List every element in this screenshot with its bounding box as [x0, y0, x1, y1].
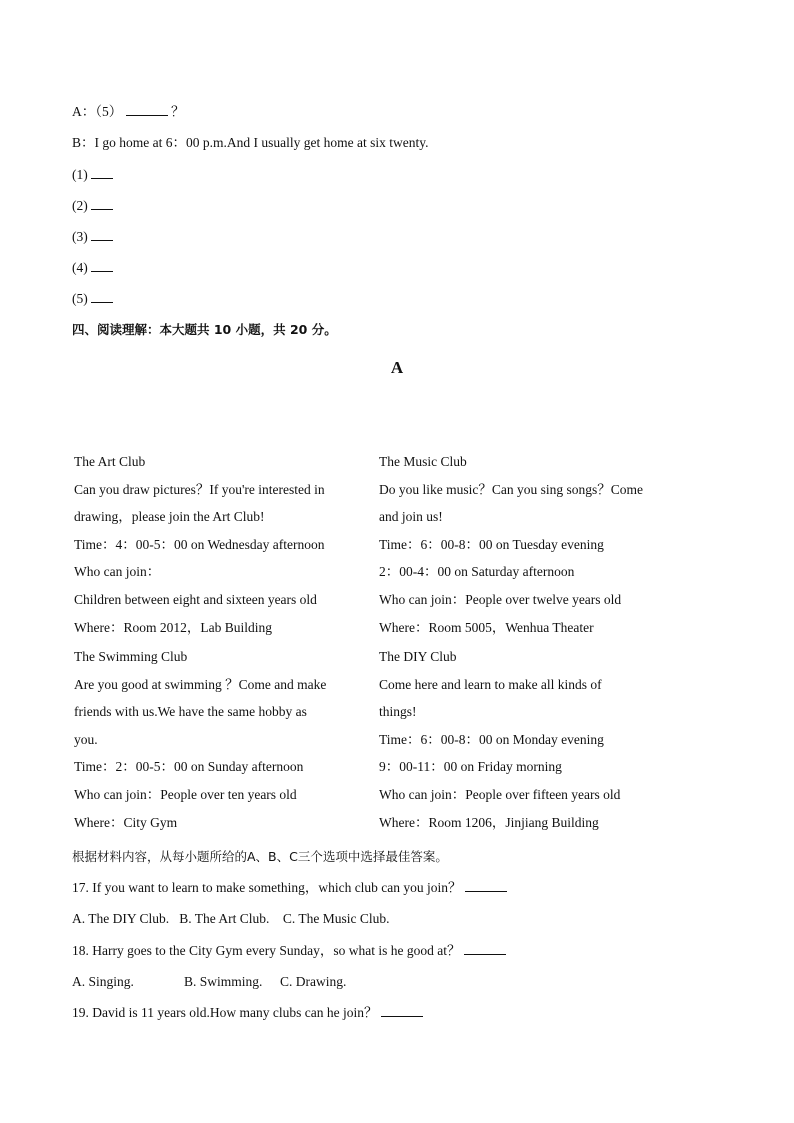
answer-blank[interactable]: [464, 942, 506, 955]
club-time: 9：00-11：00 on Friday morning: [379, 759, 562, 775]
question-17-options: A. The DIY Club. B. The Art Club. C. The Music Club.: [72, 911, 390, 926]
instruction-text: 根据材料内容，从每小题所给的A、B、C三个选项中选择最佳答案。: [72, 849, 448, 864]
answer-number: (4): [72, 260, 88, 275]
swimming-club-block: [74, 643, 370, 836]
club-time: 2：00-4：00 on Saturday afternoon: [379, 564, 575, 580]
club-who: Who can join：People over twelve years old: [379, 591, 622, 607]
club-time: Time：4：00-5：00 on Wednesday afternoon: [74, 536, 325, 552]
question-stem: 18. Harry goes to the City Gym every Sunday，so what is he good at？: [72, 943, 461, 958]
answer-blank[interactable]: [381, 1004, 423, 1017]
question-stem: 17. If you want to learn to make something，which club can you join？: [72, 880, 462, 895]
club-where: Where：Room 2012，Lab Building: [74, 619, 272, 635]
answer-blank[interactable]: [91, 228, 113, 241]
answer-line-4: [72, 259, 113, 277]
question-19: [72, 1004, 423, 1022]
dialog-a5-suffix: ？: [171, 104, 185, 119]
answer-number: (5): [72, 291, 88, 306]
option-c: C. Drawing.: [280, 974, 347, 989]
answer-blank[interactable]: [465, 879, 507, 892]
club-where: Where：City Gym: [74, 814, 178, 830]
dialog-b-line: B：I go home at 6：00 p.m.And I usually get home at six twenty.: [72, 135, 429, 150]
club-description: Do you like music？Can you sing songs？Come: [379, 481, 643, 497]
answer-line-5: [72, 290, 113, 308]
club-time: Time：6：00-8：00 on Tuesday evening: [379, 536, 604, 552]
answer-blank[interactable]: [91, 290, 113, 303]
club-name: The Music Club: [379, 454, 467, 469]
dialog-a5-prefix: A：（5）: [72, 104, 123, 119]
club-who-label: Who can join：: [74, 564, 161, 580]
club-who: Children between eight and sixteen years old: [74, 591, 317, 607]
question-17: [72, 879, 507, 897]
club-time: Time：2：00-5：00 on Sunday afternoon: [74, 759, 304, 775]
answer-line-2: [72, 197, 113, 215]
section-heading: 四、阅读理解：本大题共 10 小题，共 20 分。: [72, 322, 337, 337]
question-18: [72, 942, 506, 960]
club-name: The DIY Club: [379, 649, 457, 664]
answer-blank[interactable]: [126, 103, 168, 116]
club-who: Who can join：People over ten years old: [74, 786, 297, 802]
question-stem: 19. David is 11 years old.How many clubs can he join？: [72, 1005, 378, 1020]
club-where: Where：Room 5005，Wenhua Theater: [379, 619, 594, 635]
answer-blank[interactable]: [91, 259, 113, 272]
club-description: and join us!: [379, 509, 443, 525]
option-a: A. Singing.: [72, 974, 134, 989]
answer-number: (3): [72, 229, 88, 244]
answer-line-3: [72, 228, 113, 246]
club-name: The Art Club: [74, 454, 146, 469]
club-name: The Swimming Club: [74, 649, 188, 664]
club-who: Who can join：People over fifteen years old: [379, 786, 621, 802]
question-18-options: [72, 973, 346, 991]
club-where: Where：Room 1206，Jinjiang Building: [379, 814, 599, 830]
passage-title: A: [390, 358, 404, 377]
answer-number: (1): [72, 167, 88, 182]
art-club-block: [74, 448, 370, 641]
club-description: drawing，please join the Art Club!: [74, 509, 265, 525]
music-club-block: [379, 448, 699, 641]
diy-club-block: [379, 643, 699, 836]
answer-blank[interactable]: [91, 166, 113, 179]
club-description: Come here and learn to make all kinds of: [379, 676, 602, 692]
option-b: B. Swimming.: [184, 974, 263, 989]
club-description: friends with us.We have the same hobby as: [74, 704, 307, 720]
club-description: you.: [74, 731, 98, 747]
answer-blank[interactable]: [91, 197, 113, 210]
club-description: things!: [379, 704, 417, 720]
dialog-a5-line: [72, 103, 185, 121]
answer-line-1: [72, 166, 113, 184]
club-time: Time：6：00-8：00 on Monday evening: [379, 731, 604, 747]
club-description: Can you draw pictures？If you're interested in: [74, 481, 325, 497]
club-description: Are you good at swimming ？Come and make: [74, 676, 327, 692]
answer-number: (2): [72, 198, 88, 213]
